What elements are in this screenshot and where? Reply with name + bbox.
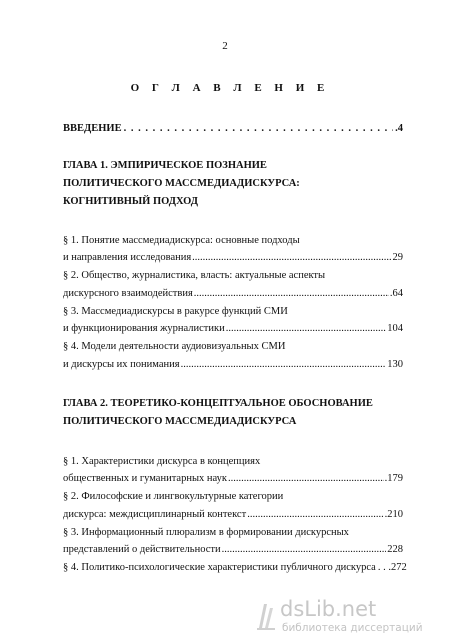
toc-entry-page: .64 [389, 288, 403, 299]
chapter-1-section-2-line-1: § 2. Общество, журналистика, власть: актуальные аспекты [63, 270, 326, 281]
watermark-brand: dsLib.net [280, 597, 377, 621]
toc-entry-page: .4 [395, 123, 403, 134]
chapter-1-title-line-3: КОГНИТИВНЫЙ ПОДХОД [63, 196, 198, 207]
chapter-2-section-1-line-1: § 1. Характеристики дискурса в концепциях [63, 456, 261, 467]
dot-leader [247, 508, 383, 522]
chapter-2-title-line-1: ГЛАВА 2. ТЕОРЕТИКО-КОНЦЕПТУАЛЬНОЕ ОБОСНОВАНИЕ [63, 398, 373, 409]
toc-entry-label: ВВЕДЕНИЕ [63, 123, 122, 134]
chapter-2-section-2-line-1: § 2. Философские и лингвокультурные категории [63, 491, 284, 502]
dot-leader [222, 543, 387, 557]
toc-entry-label: и направления исследования [63, 252, 192, 263]
dot-leader [124, 122, 394, 136]
watermark-tagline: библиотека диссертаций [282, 622, 423, 634]
toc-entry-page: . . .272 [377, 562, 407, 573]
toc-entry-label: § 4. Политико-психологические характеристики публичного дискурса [63, 562, 376, 573]
toc-entry-ch1-s1[interactable] [63, 251, 403, 265]
dot-leader [228, 472, 384, 486]
watermark [0, 597, 450, 637]
toc-entry-ch1-s3[interactable] [63, 322, 403, 336]
toc-entry-page: 29 [392, 252, 403, 263]
toc-entry-ch2-s1[interactable] [63, 472, 403, 486]
toc-entry-label: дискурсного взаимодействия [63, 288, 193, 299]
toc-entry-page: .210 [384, 509, 403, 520]
chapter-1-section-1-line-1: § 1. Понятие массмедиадискурса: основные подходы [63, 235, 300, 246]
toc-entry-label: и функционирования журналистики [63, 323, 225, 334]
toc-entry-ch2-s4[interactable] [63, 561, 407, 575]
dot-leader [194, 287, 389, 301]
toc-entry-ch1-s2[interactable] [63, 287, 403, 301]
toc-heading: О Г Л А В Л Е Н И Е [130, 82, 330, 94]
page-number: 2 [222, 40, 228, 52]
toc-entry-page: .179 [384, 473, 403, 484]
dot-leader [226, 322, 387, 336]
toc-entry-ch1-s4[interactable] [63, 358, 403, 372]
chapter-1-section-3-line-1: § 3. Массмедиадискурсы в ракурсе функций СМИ [63, 306, 288, 317]
toc-entry-ch2-s3[interactable] [63, 543, 403, 557]
dot-leader [192, 251, 391, 265]
chapter-1-title-line-2: ПОЛИТИЧЕСКОГО МАССМЕДИАДИСКУРСА: [63, 178, 300, 189]
toc-entry-intro[interactable] [63, 122, 403, 136]
chapter-2-title-line-2: ПОЛИТИЧЕСКОГО МАССМЕДИАДИСКУРСА [63, 416, 297, 427]
toc-entry-label: общественных и гуманитарных наук [63, 473, 227, 484]
toc-entry-label: дискурса: междисциплинарный контекст [63, 509, 247, 520]
chapter-1-section-4-line-1: § 4. Модели деятельности аудиовизуальных СМИ [63, 341, 286, 352]
dslib-logo-icon [255, 600, 277, 630]
toc-entry-ch2-s2[interactable] [63, 508, 403, 522]
toc-entry-label: представлений о действительности [63, 544, 221, 555]
toc-entry-page: 228 [387, 544, 403, 555]
toc-entry-page: 104 [387, 323, 403, 334]
toc-entry-label: и дискурсы их понимания [63, 359, 180, 370]
toc-entry-page: 130 [387, 359, 403, 370]
dot-leader [181, 358, 387, 372]
chapter-2-section-3-line-1: § 3. Информационный плюрализм в формировании дискурсных [63, 527, 349, 538]
chapter-1-title-line-1: ГЛАВА 1. ЭМПИРИЧЕСКОЕ ПОЗНАНИЕ [63, 160, 267, 171]
